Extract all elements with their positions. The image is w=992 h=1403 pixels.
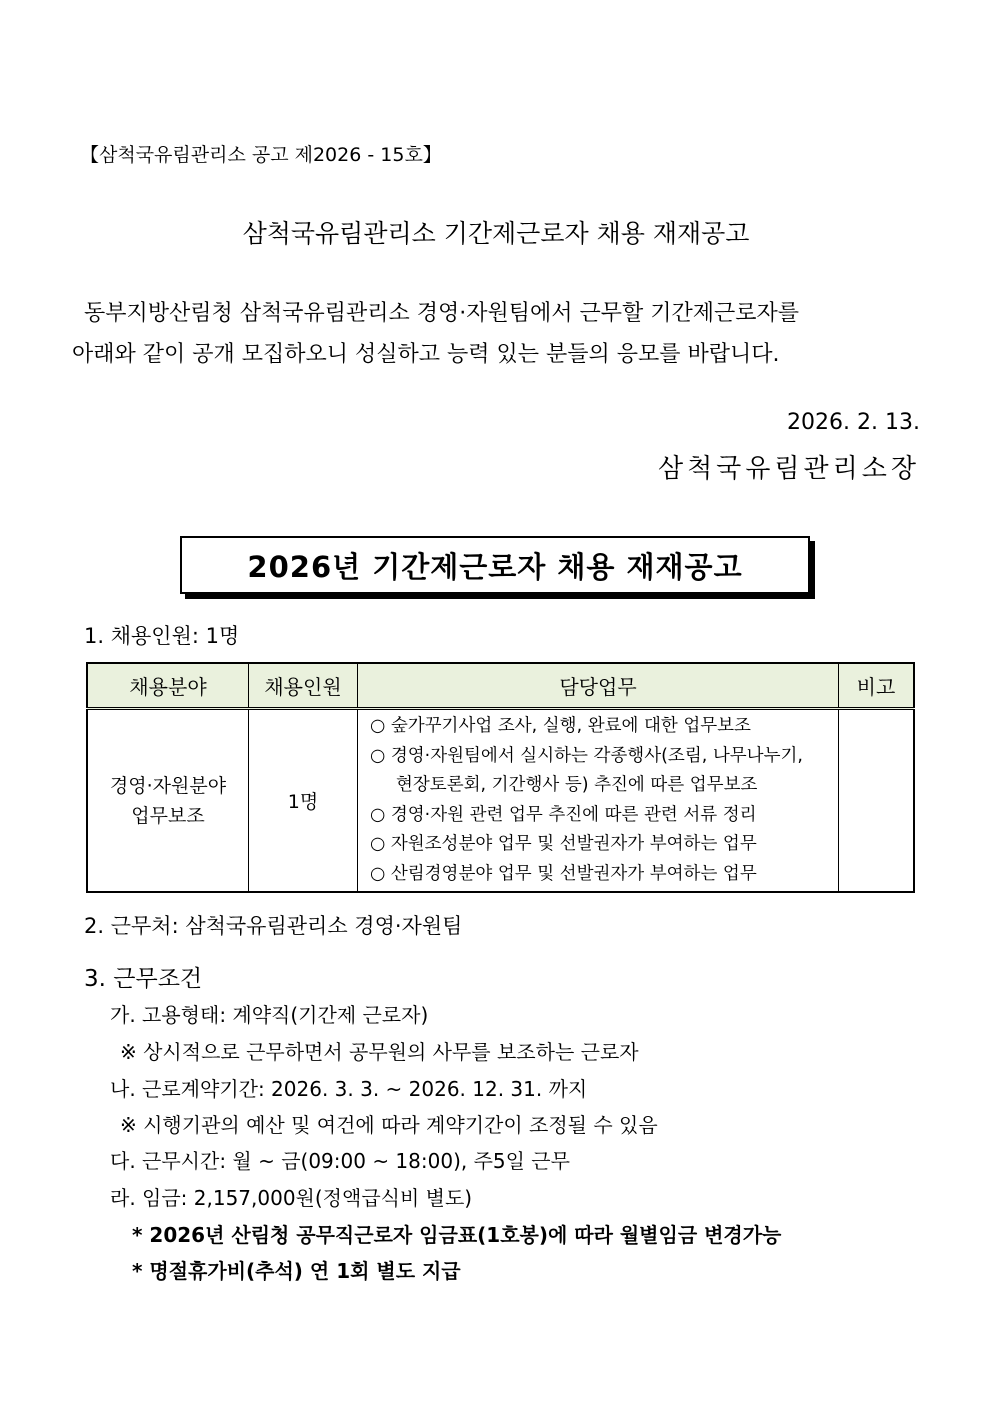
cell-count: 1명 <box>249 709 358 893</box>
duty-item: ○ 경영·자원팀에서 실시하는 각종행사(조림, 나무나누기, <box>370 745 803 766</box>
document-title: 삼척국유림관리소 기간제근로자 채용 재재공고 <box>242 219 750 248</box>
duty-item: ○ 자원조성분야 업무 및 선발권자가 부여하는 업무 <box>370 834 757 854</box>
condition-note: ※ 상시적으로 근무하면서 공무원의 사무를 보조하는 근로자 <box>120 1040 639 1064</box>
notice-number: 【삼척국유림관리소 공고 제2026 - 15호】 <box>80 144 442 166</box>
table-row <box>87 709 914 893</box>
banner-text: 2026년 기간제근로자 채용 재재공고 <box>247 549 743 584</box>
duty-item: ○ 경영·자원 관련 업무 추진에 따른 관련 서류 정리 <box>370 804 757 825</box>
condition-note: ※ 시행기관의 예산 및 여건에 따라 계약기간이 조정될 수 있음 <box>120 1113 658 1137</box>
intro-line-1: 동부지방산림청 삼척국유림관리소 경영·자원팀에서 근무할 기간제근로자를 <box>84 301 800 326</box>
condition-employment-type: 가. 고용형태: 계약직(기간제 근로자) <box>110 1003 429 1027</box>
section-1-heading: 1. 채용인원: 1명 <box>84 624 240 648</box>
wage-note: * 명절휴가비(추석) 연 1회 별도 지급 <box>132 1259 461 1283</box>
cell-note <box>839 709 915 893</box>
condition-work-hours: 다. 근무시간: 월 ~ 금(09:00 ~ 18:00), 주5일 근무 <box>110 1149 570 1173</box>
field-line-2: 업무보조 <box>131 804 205 827</box>
table-header-row <box>87 663 914 709</box>
section-2-heading: 2. 근무처: 삼척국유림관리소 경영·자원팀 <box>84 914 463 938</box>
signer: 삼척국유림관리소장 <box>657 454 920 484</box>
cell-duties <box>358 709 839 893</box>
header-count: 채용인원 <box>249 663 358 709</box>
field-line-1: 경영·자원분야 <box>109 774 227 797</box>
condition-wage: 라. 임금: 2,157,000원(정액급식비 별도) <box>110 1186 473 1210</box>
duty-item: ○ 산림경영분야 업무 및 선발권자가 부여하는 업무 <box>370 863 757 884</box>
wage-note: * 2026년 산림청 공무직근로자 임금표(1호봉)에 따라 월별임금 변경가능 <box>132 1223 782 1247</box>
header-note: 비고 <box>839 663 915 709</box>
notice-date: 2026. 2. 13. <box>787 410 920 435</box>
duty-item-continued: 현장토론회, 기간행사 등) 추진에 따른 업무보조 <box>396 775 758 795</box>
header-field: 채용분야 <box>87 663 249 709</box>
condition-contract-period: 나. 근로계약기간: 2026. 3. 3. ~ 2026. 12. 31. 까지 <box>110 1077 588 1101</box>
duty-item: ○ 숲가꾸기사업 조사, 실행, 완료에 대한 업무보조 <box>370 716 751 736</box>
intro-line-2: 아래와 같이 공개 모집하오니 성실하고 능력 있는 분들의 응모를 바랍니다. <box>72 342 780 367</box>
recruitment-table <box>86 662 915 893</box>
section-3-heading: 3. 근무조건 <box>84 966 203 992</box>
cell-field <box>87 709 249 893</box>
header-duties: 담당업무 <box>358 663 839 709</box>
banner-title <box>180 536 810 594</box>
